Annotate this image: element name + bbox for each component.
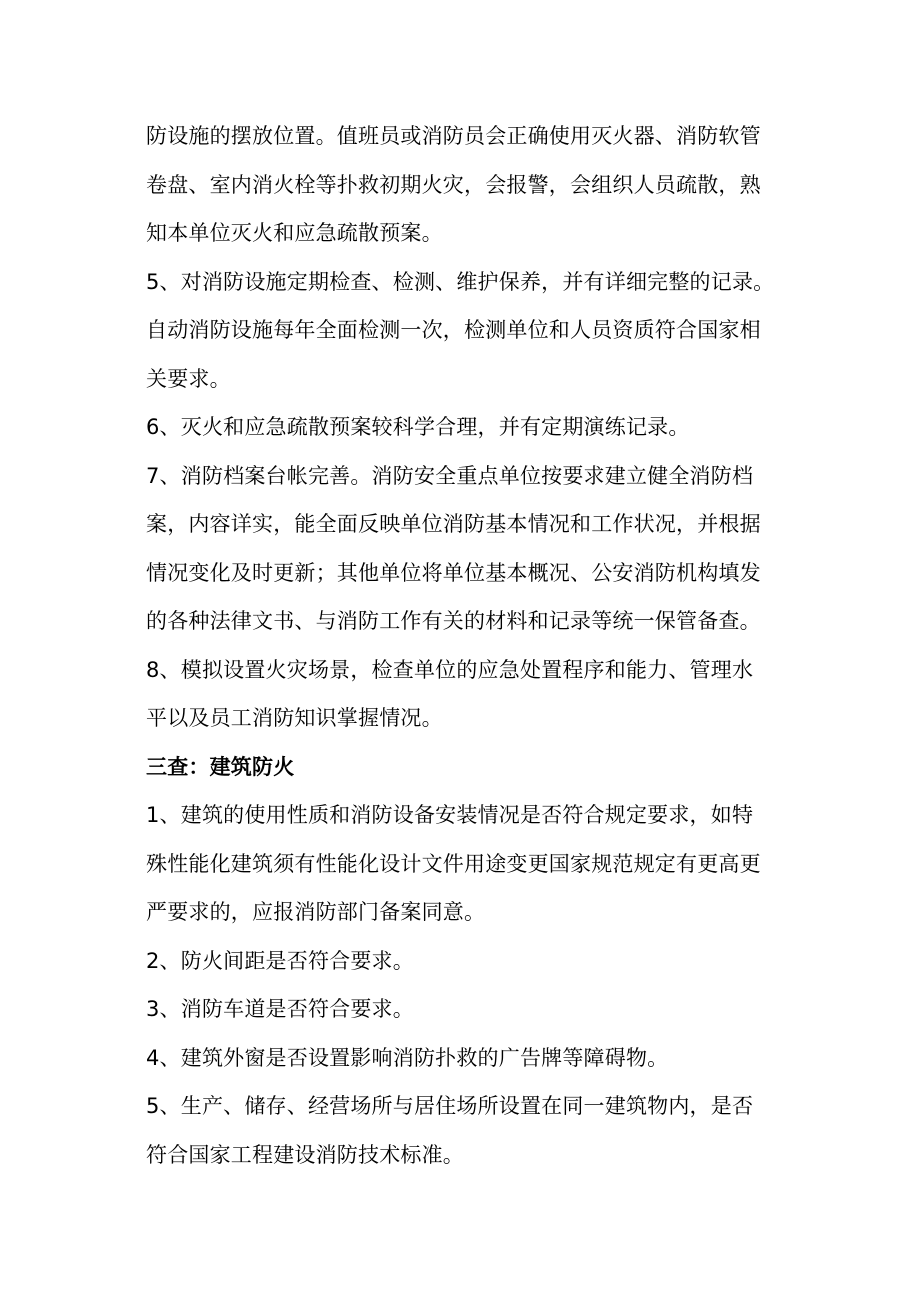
text-line: 4、建筑外窗是否设置影响消防扑救的广告牌等障碍物。 [146,1045,669,1070]
text-line: 严要求的，应报消防部门备案同意。 [146,900,486,924]
text-line: 殊性能化建筑须有性能化设计文件用途变更国家规范规定有更高更 [146,851,761,876]
text-line: 情况变化及时更新；其他单位将单位基本概况、公安消防机构填发 [146,560,761,585]
text-line: 关要求。 [146,366,231,391]
text-line: 3、消防车道是否符合要求。 [146,997,414,1021]
text-line: 8、模拟设置火灾场景，检查单位的应急处置程序和能力、管理水 [146,657,754,682]
text-line: 7、消防档案台帐完善。消防安全重点单位按要求建立健全消防档 [146,463,754,488]
text-line: 知本单位灭火和应急疏散预案。 [146,221,443,245]
text-line: 的各种法律文书、与消防工作有关的材料和记录等统一保管备查。 [146,609,761,633]
text-line: 防设施的摆放位置。值班员或消防员会正确使用灭火器、消防软管 [146,124,761,148]
text-line: 案，内容详实，能全面反映单位消防基本情况和工作状况，并根据 [146,512,761,536]
text-line: 5、对消防设施定期检查、检测、维护保养，并有详细完整的记录。 [146,269,775,294]
text-line: 自动消防设施每年全面检测一次，检测单位和人员资质符合国家相 [146,318,761,342]
text-line: 2、防火间距是否符合要求。 [146,948,414,973]
text-line: 6、灭火和应急疏散预案较科学合理，并有定期演练记录。 [146,415,690,439]
text-line: 卷盘、室内消火栓等扑救初期火灾，会报警，会组织人员疏散，熟 [146,172,761,197]
text-line: 5、生产、储存、经营场所与居住场所设置在同一建筑物内，是否 [146,1094,754,1118]
text-line: 1、建筑的使用性质和消防设备安装情况是否符合规定要求，如特 [146,803,754,827]
text-line: 符合国家工程建设消防技术标准。 [146,1142,464,1167]
section-heading: 三查：建筑防火 [146,754,295,779]
document-page [146,112,796,1179]
text-line: 平以及员工消防知识掌握情况。 [146,706,443,730]
